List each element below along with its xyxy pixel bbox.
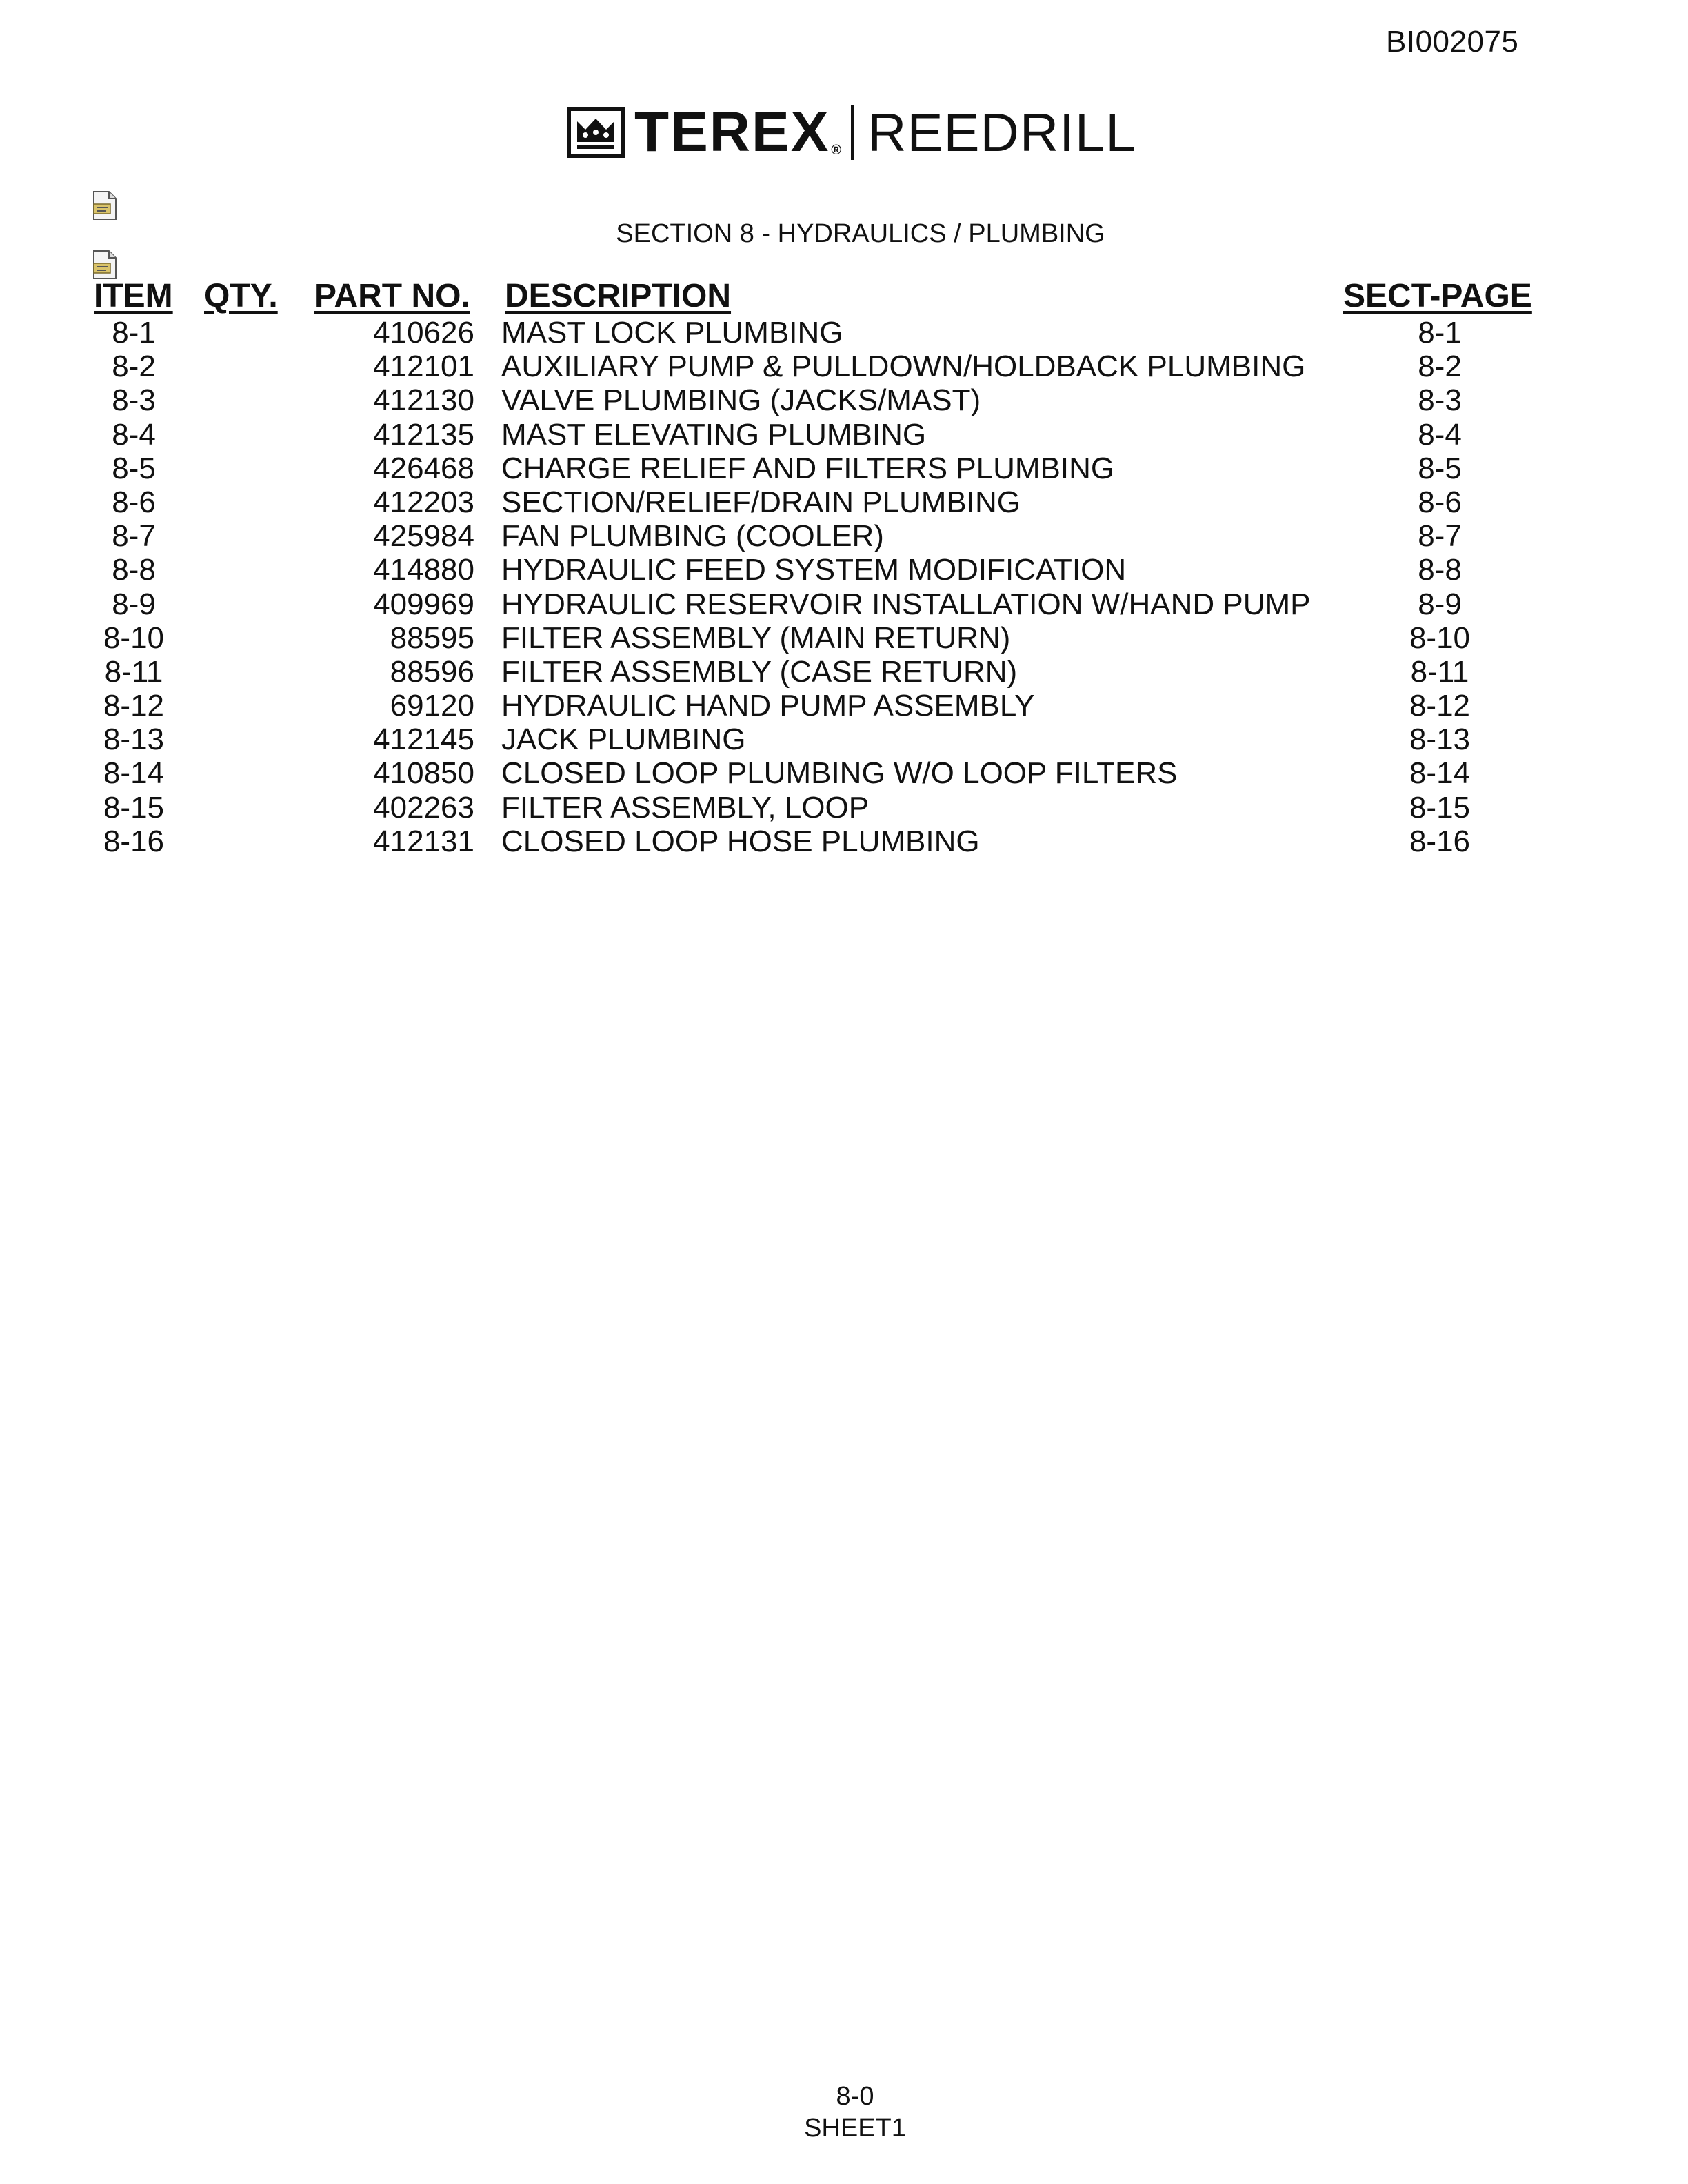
item-cell: 8-5 bbox=[112, 451, 156, 485]
table-row bbox=[0, 383, 1688, 417]
item-cell: 8-13 bbox=[103, 722, 165, 757]
sect-page-cell: 8-7 bbox=[1418, 519, 1462, 554]
table-row bbox=[0, 791, 1688, 825]
sect-page-cell: 8-10 bbox=[1409, 620, 1471, 655]
part-no-cell: 412145 bbox=[373, 722, 474, 757]
description-cell: CLOSED LOOP PLUMBING W/O LOOP FILTERS bbox=[501, 756, 1178, 791]
description-cell: FILTER ASSEMBLY (MAIN RETURN) bbox=[501, 620, 1011, 655]
part-no-cell: 69120 bbox=[390, 689, 474, 723]
table-row bbox=[0, 587, 1688, 621]
part-no-cell: 410850 bbox=[373, 756, 474, 791]
table-row bbox=[0, 316, 1688, 350]
sheet-label: SHEET1 bbox=[804, 2114, 906, 2143]
terex-crown-logo-icon bbox=[567, 107, 625, 158]
description-cell: FILTER ASSEMBLY (CASE RETURN) bbox=[501, 654, 1018, 689]
item-cell: 8-11 bbox=[104, 654, 163, 689]
header-part-no: PART NO. bbox=[314, 278, 470, 314]
table-row bbox=[0, 519, 1688, 553]
description-cell: HYDRAULIC HAND PUMP ASSEMBLY bbox=[501, 689, 1035, 723]
description-cell: AUXILIARY PUMP & PULLDOWN/HOLDBACK PLUMBING bbox=[501, 350, 1306, 384]
section-title: SECTION 8 - HYDRAULICS / PLUMBING bbox=[616, 219, 1105, 248]
header-sect-page: SECT-PAGE bbox=[1343, 278, 1532, 314]
item-cell: 8-2 bbox=[112, 350, 156, 384]
table-row bbox=[0, 722, 1688, 756]
logo-product-text: REEDRILL bbox=[867, 102, 1136, 163]
sect-page-cell: 8-3 bbox=[1418, 383, 1462, 418]
logo-divider bbox=[851, 105, 854, 160]
header-qty: QTY. bbox=[204, 278, 278, 314]
part-no-cell: 412135 bbox=[373, 417, 474, 452]
table-row bbox=[0, 452, 1688, 485]
item-cell: 8-9 bbox=[112, 587, 156, 621]
note-document-icon[interactable] bbox=[91, 250, 119, 280]
header-item: ITEM bbox=[94, 278, 173, 314]
table-row bbox=[0, 418, 1688, 452]
item-cell: 8-7 bbox=[112, 519, 156, 554]
sect-page-cell: 8-2 bbox=[1418, 350, 1462, 384]
item-cell: 8-15 bbox=[103, 790, 165, 825]
part-no-cell: 425984 bbox=[373, 519, 474, 554]
part-no-cell: 88596 bbox=[390, 654, 474, 689]
item-cell: 8-1 bbox=[112, 316, 156, 350]
sect-page-cell: 8-1 bbox=[1418, 316, 1462, 350]
sect-page-cell: 8-8 bbox=[1418, 553, 1462, 587]
logo-brand-text: TEREX bbox=[634, 101, 830, 163]
part-no-cell: 414880 bbox=[373, 553, 474, 587]
item-cell: 8-6 bbox=[112, 485, 156, 519]
table-row bbox=[0, 689, 1688, 722]
sect-page-cell: 8-12 bbox=[1409, 689, 1471, 723]
registered-mark: ® bbox=[831, 143, 842, 158]
part-no-cell: 412131 bbox=[373, 824, 474, 858]
description-cell: SECTION/RELIEF/DRAIN PLUMBING bbox=[501, 485, 1021, 519]
description-cell: HYDRAULIC FEED SYSTEM MODIFICATION bbox=[501, 553, 1127, 587]
header-description: DESCRIPTION bbox=[505, 278, 732, 314]
part-no-cell: 426468 bbox=[373, 451, 474, 485]
table-row bbox=[0, 621, 1688, 655]
page-number: 8-0 bbox=[836, 2082, 874, 2111]
part-no-cell: 409969 bbox=[373, 587, 474, 621]
item-cell: 8-10 bbox=[103, 620, 165, 655]
table-row bbox=[0, 350, 1688, 383]
note-document-icon[interactable] bbox=[91, 190, 119, 221]
description-cell: VALVE PLUMBING (JACKS/MAST) bbox=[501, 383, 981, 418]
description-cell: MAST ELEVATING PLUMBING bbox=[501, 417, 927, 452]
description-cell: FILTER ASSEMBLY, LOOP bbox=[501, 790, 870, 825]
part-no-cell: 88595 bbox=[390, 620, 474, 655]
item-cell: 8-14 bbox=[103, 756, 165, 791]
part-no-cell: 402263 bbox=[373, 790, 474, 825]
sect-page-cell: 8-6 bbox=[1418, 485, 1462, 519]
sect-page-cell: 8-15 bbox=[1409, 790, 1471, 825]
sect-page-cell: 8-11 bbox=[1410, 654, 1469, 689]
table-row bbox=[0, 553, 1688, 587]
description-cell: CLOSED LOOP HOSE PLUMBING bbox=[501, 824, 980, 858]
item-cell: 8-8 bbox=[112, 553, 156, 587]
sect-page-cell: 8-16 bbox=[1409, 824, 1471, 858]
item-cell: 8-16 bbox=[103, 824, 165, 858]
table-row bbox=[0, 756, 1688, 790]
terex-reedrill-logo bbox=[567, 103, 1136, 161]
parts-table bbox=[0, 316, 1688, 858]
part-no-cell: 410626 bbox=[373, 316, 474, 350]
sect-page-cell: 8-14 bbox=[1409, 756, 1471, 791]
item-cell: 8-4 bbox=[112, 417, 156, 452]
part-no-cell: 412101 bbox=[373, 350, 474, 384]
sect-page-cell: 8-13 bbox=[1409, 722, 1471, 757]
description-cell: FAN PLUMBING (COOLER) bbox=[501, 519, 884, 554]
description-cell: HYDRAULIC RESERVOIR INSTALLATION W/HAND PUMP bbox=[501, 587, 1311, 621]
table-row bbox=[0, 485, 1688, 519]
item-cell: 8-12 bbox=[103, 689, 165, 723]
document-id: BI002075 bbox=[1386, 25, 1519, 59]
part-no-cell: 412203 bbox=[373, 485, 474, 519]
description-cell: MAST LOCK PLUMBING bbox=[501, 316, 843, 350]
sect-page-cell: 8-9 bbox=[1418, 587, 1462, 621]
sect-page-cell: 8-4 bbox=[1418, 417, 1462, 452]
table-row bbox=[0, 655, 1688, 689]
item-cell: 8-3 bbox=[112, 383, 156, 418]
description-cell: CHARGE RELIEF AND FILTERS PLUMBING bbox=[501, 451, 1115, 485]
table-row bbox=[0, 825, 1688, 858]
sect-page-cell: 8-5 bbox=[1418, 451, 1462, 485]
description-cell: JACK PLUMBING bbox=[501, 722, 746, 757]
part-no-cell: 412130 bbox=[373, 383, 474, 418]
